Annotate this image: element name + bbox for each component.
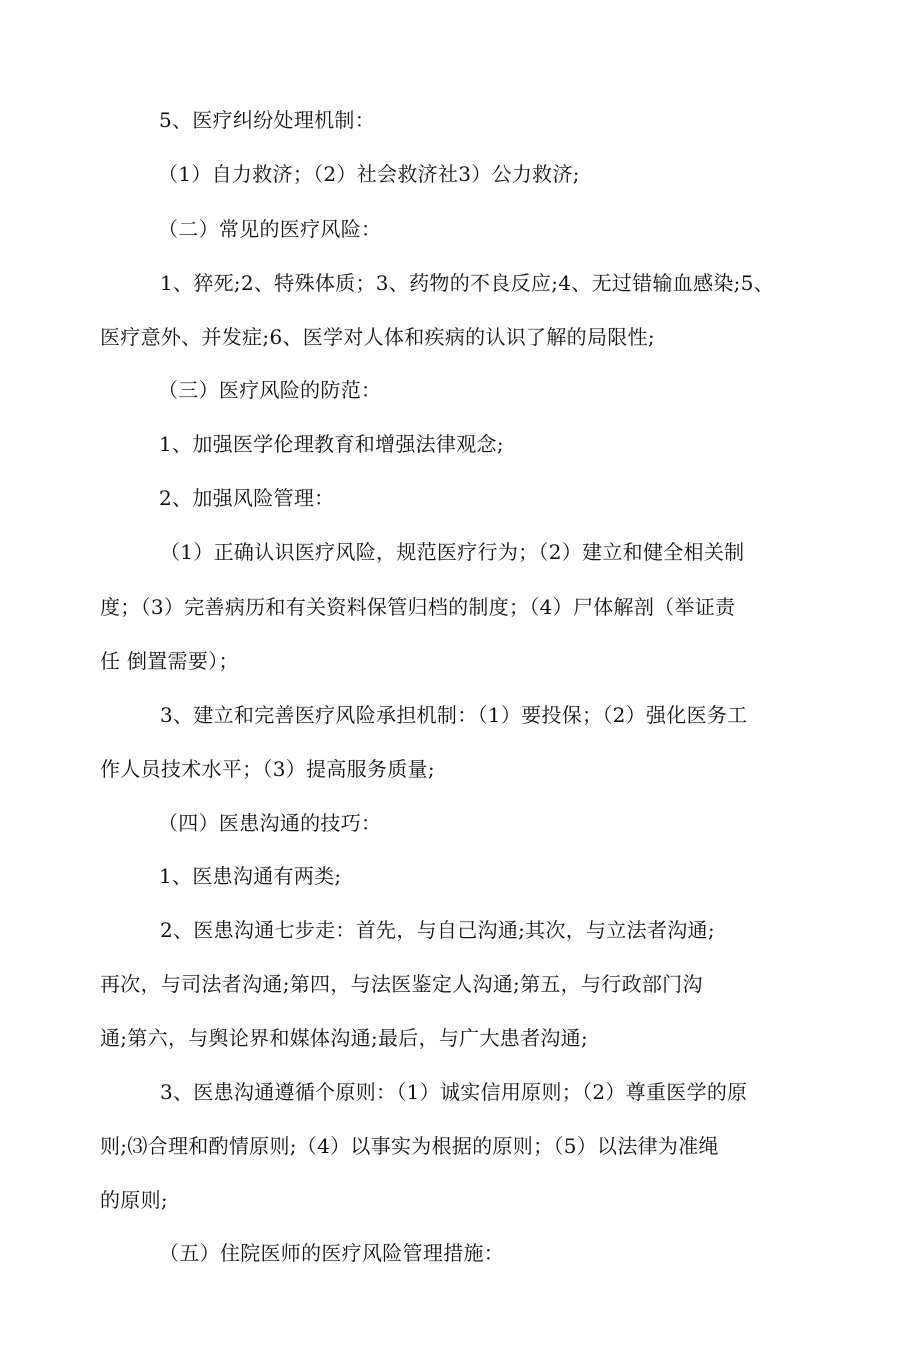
text-line-21: 的原则;: [100, 1188, 168, 1212]
text-line-19: 3、医患沟通遵循个原则：（1）诚实信用原则；（2）尊重医学的原: [160, 1080, 748, 1104]
text-line-5: 医疗意外、并发症;6、医学对人体和疾病的认识了解的局限性;: [100, 325, 655, 349]
text-line-9: （1）正确认识医疗风险，规范医疗行为；（2）建立和健全相关制: [160, 540, 745, 564]
text-line-17: 再次，与司法者沟通;第四，与法医鉴定人沟通;第五，与行政部门沟: [100, 972, 703, 996]
text-line-8: 2、加强风险管理：: [159, 486, 335, 510]
text-line-18: 通;第六，与舆论界和媒体沟通;最后，与广大患者沟通;: [100, 1026, 589, 1050]
text-line-2: （1）自力救济；（2）社会救济社3）公力救济;: [158, 162, 580, 186]
text-line-12: 3、建立和完善医疗风险承担机制：（1）要投保；（2）强化医务工: [160, 703, 748, 727]
text-line-15: 1、医患沟通有两类;: [159, 864, 342, 888]
text-line-22: （五）住院医师的医疗风险管理措施：: [159, 1241, 505, 1265]
text-line-3: （二）常见的医疗风险：: [158, 217, 382, 241]
text-line-6: （三）医疗风险的防范：: [158, 378, 382, 402]
text-line-4: 1、猝死;2、特殊体质；3、药物的不良反应;4、无过错输血感染;5、: [160, 271, 775, 295]
text-line-14: （四）医患沟通的技巧：: [158, 811, 382, 835]
text-line-16: 2、医患沟通七步走：首先，与自己沟通;其次，与立法者沟通;: [160, 918, 715, 942]
text-line-1: 5、医疗纠纷处理机制：: [159, 108, 376, 132]
text-line-7: 1、加强医学伦理教育和增强法律观念;: [159, 432, 504, 456]
text-line-10: 度；（3）完善病历和有关资料保管归档的制度；（4）尸体解剖（举证责: [100, 595, 736, 619]
text-line-20: 则;⑶合理和酌情原则;（4）以事实为根据的原则；（5）以法律为准绳: [100, 1134, 719, 1158]
text-line-11: 任 倒置需要）；: [100, 649, 239, 673]
text-line-13: 作人员技术水平；（3）提高服务质量;: [100, 757, 435, 781]
